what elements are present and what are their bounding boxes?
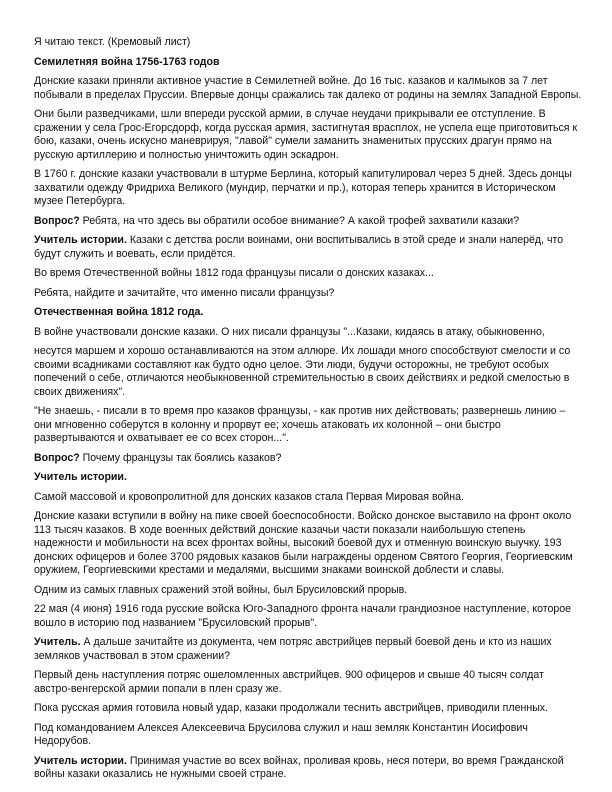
teacher-paragraph: Учитель. А дальше зачитайте из документа, чем потряс австрийцев первый боевой день и кто из наших земляков участвовал в этом сражении?	[34, 636, 552, 662]
teacher-paragraph	[34, 471, 582, 485]
teacher-paragraph: Учитель истории. Принимая участие во всех войнах, проливая кровь, неся потери, во время Гражданской войны казаки оказались не нужными своей стране.	[34, 754, 564, 780]
question-paragraph: Вопрос? Почему французы так боялись казаков?	[34, 451, 282, 464]
paragraph: Донские казаки приняли активное участие в Семилетней войне. До 16 тыс. казаков и калмыков за 7 лет побывали в пределах Пруссии. Впервые донцы сражались так далеко от родины на землях Западной Европы.	[34, 75, 582, 101]
paragraph: Первый день наступления потряс ошеломленных австрийцев. 900 офицеров и свыше 40 тысяч солдат австро-венгерской армии попали в плен сразу же.	[34, 669, 544, 695]
paragraph: Ребята, найдите и зачитайте, что именно писали французы?	[34, 286, 335, 299]
paragraph: Одним из самых главных сражений этой войны, был Брусиловский прорыв.	[34, 583, 408, 596]
paragraph: Под командованием Алексея Алексеевича Брусилова служил и наш земляк Константин Иосифович Недорубов.	[34, 721, 528, 747]
paragraph: Самой массовой и кровопролитной для донских казаков стала Первая Мировая война.	[34, 490, 464, 503]
question-paragraph: Вопрос? Ребята, на что здесь вы обратили особое внимание? А какой трофей захватили казаки?	[34, 214, 520, 227]
teacher-label: Учитель истории.	[34, 234, 127, 246]
teacher-label: Учитель.	[34, 636, 81, 648]
question-label: Вопрос?	[34, 451, 80, 464]
teacher-label: Учитель истории.	[34, 754, 127, 767]
section-title-patriotic-war: Отечественная война 1812 года.	[34, 306, 204, 318]
paragraph: Пока русская армия готовила новый удар, казаки продолжали теснить австрийцев, приводили пленных.	[34, 702, 549, 714]
paragraph: 22 мая (4 июня) 1916 года русские войска Юго-Западного фронта начали грандиозное наступление, которое вошло в историю под названием "Брусиловский прорыв".	[34, 603, 572, 629]
teacher-label: Учитель истории.	[34, 471, 127, 483]
paragraph: несутся маршем и хорошо останавливаются на этом аллюре. Их лошади много способствуют смелости и со своими всадниками составляют как будто одно целое. Эти люди, будучи осторожны, не требуют особых попечений о себе, отличаются необыкновенной стремительностью в своих действиях и редкой смелостью в своих движениях".	[34, 345, 571, 398]
paragraph: В 1760 г. донские казаки участвовали в штурме Берлина, который капитулировал через 5 дней. Здесь донцы захватили одежду Фридриха Великого (мундир, перчатки и пр.), которая теперь хранится в Историческом музее Петербурга.	[34, 168, 572, 207]
paragraph: В войне участвовали донские казаки. О них писали французы "...Казаки, кидаясь в атаку, обыкновенно,	[34, 325, 545, 338]
teacher-paragraph: Учитель истории. Казаки с детства росли воинами, они воспитывались в этой среде и знали наперёд, что будут служить и воевать, если придётся.	[34, 234, 564, 260]
paragraph: "Не знаешь, - писали в то время про казаков французы, - как против них действовать; развернешь линию – они мгновенно соберутся в колонну и прорвут ее; хочешь атаковать их колонной – они быстро развертываются и охватывает ее со всех сторон...".	[34, 405, 566, 444]
page-header: Я читаю текст. (Кремовый лист)	[34, 36, 191, 48]
paragraph: Донские казаки вступили в войну на пике своей боеспособности. Войско донское выставило на фронт около 113 тысяч казаков. В ходе военных действий донские казачьи части показали наибольшую степень надежности и мобильности на всех фронтах войны, высокий боевой дух и отменную воинскую выучку. 193 донских офицеров и более 3700 рядовых казаков были награждены орденом Святого Георгия, Георгиевским оружием, Георгиевскими крестами и медалями, высшими знаками воинской доблести и славы.	[34, 510, 573, 576]
paragraph: Во время Отечественной войны 1812 года французы писали о донских казаках...	[34, 267, 434, 279]
section-title-seven-years-war: Семилетняя война 1756-1763 годов	[34, 55, 220, 68]
document-page	[34, 36, 582, 788]
question-label: Вопрос?	[34, 214, 80, 227]
paragraph: Они были разведчиками, шли впереди русской армии, в случае неудачи прикрывали ее отступление. В сражении у села Грос-Егорсдорф, когда русская армия, застигнутая врасплох, не успела еще приготовиться к бою, казаки, очень искусно маневрируя, "лавой" сумели заманить знаменитых прусских драгун прямо на русскую артиллерию и полностью уничтожить один эскадрон.	[34, 108, 578, 161]
